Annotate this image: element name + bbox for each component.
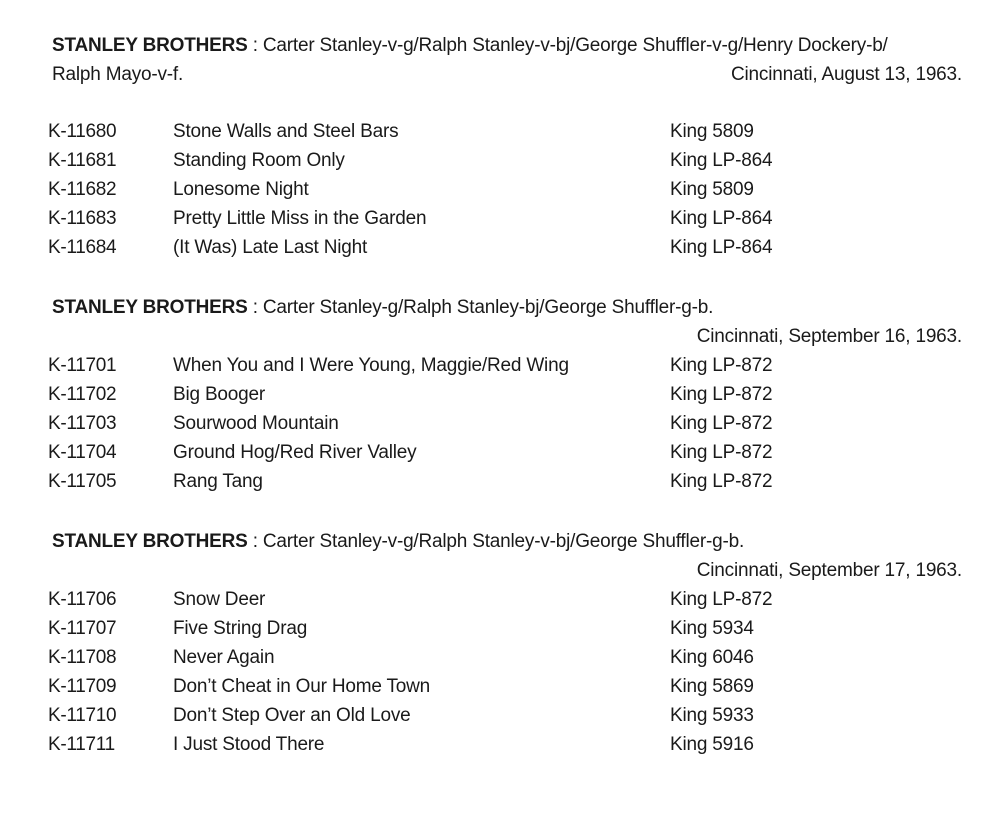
matrix-number: K-11708: [48, 647, 117, 668]
matrix-number: K-11709: [48, 676, 117, 697]
track-row: [0, 237, 1000, 266]
issue-number: King 5916: [670, 734, 754, 755]
track-row: [0, 121, 1000, 150]
matrix-number: K-11707: [48, 618, 117, 639]
issue-number: King LP-864: [670, 150, 773, 171]
group-name: STANLEY BROTHERS: [52, 531, 248, 552]
issue-number: King 5934: [670, 618, 754, 639]
track-row: [0, 471, 1000, 500]
issue-number: King LP-872: [670, 384, 773, 405]
track-row: [0, 734, 1000, 763]
track-row: [0, 589, 1000, 618]
matrix-number: K-11704: [48, 442, 117, 463]
issue-number: King 5869: [670, 676, 754, 697]
matrix-number: K-11711: [48, 734, 115, 755]
personnel: Carter Stanley-v-g/Ralph Stanley-v-bj/George Shuffler-g-b.: [262, 531, 745, 552]
song-title: Don’t Step Over an Old Love: [173, 705, 411, 726]
song-title: Ground Hog/Red River Valley: [173, 442, 417, 463]
matrix-number: K-11702: [48, 384, 117, 405]
place-date: Cincinnati, September 16, 1963.: [696, 326, 962, 347]
group-name: STANLEY BROTHERS: [52, 297, 248, 318]
separator: :: [247, 531, 263, 552]
song-title: Big Booger: [173, 384, 266, 405]
issue-number: King LP-872: [670, 471, 773, 492]
song-title: Standing Room Only: [173, 150, 345, 171]
track-row: [0, 150, 1000, 179]
song-title: When You and I Were Young, Maggie/Red Wing: [173, 355, 569, 376]
separator: :: [247, 297, 263, 318]
group-name: STANLEY BROTHERS: [52, 35, 248, 56]
issue-number: King 5809: [670, 179, 754, 200]
matrix-number: K-11710: [48, 705, 117, 726]
matrix-number: K-11684: [48, 237, 117, 258]
matrix-number: K-11701: [48, 355, 117, 376]
track-row: [0, 442, 1000, 471]
matrix-number: K-11682: [48, 179, 117, 200]
track-row: [0, 179, 1000, 208]
issue-number: King LP-864: [670, 208, 773, 229]
personnel-continued: Ralph Mayo-v-f.: [52, 64, 184, 85]
song-title: (It Was) Late Last Night: [173, 237, 368, 258]
personnel: Carter Stanley-v-g/Ralph Stanley-v-bj/George Shuffler-v-g/Henry Dockery-b/: [262, 35, 888, 56]
song-title: Pretty Little Miss in the Garden: [173, 208, 427, 229]
matrix-number: K-11706: [48, 589, 117, 610]
song-title: Rang Tang: [173, 471, 263, 492]
song-title: Don’t Cheat in Our Home Town: [173, 676, 431, 697]
matrix-number: K-11680: [48, 121, 117, 142]
song-title: Lonesome Night: [173, 179, 309, 200]
song-title: Stone Walls and Steel Bars: [173, 121, 399, 142]
song-title: Snow Deer: [173, 589, 266, 610]
track-row: [0, 384, 1000, 413]
song-title: Sourwood Mountain: [173, 413, 339, 434]
song-title: Five String Drag: [173, 618, 308, 639]
issue-number: King LP-864: [670, 237, 773, 258]
track-row: [0, 676, 1000, 705]
issue-number: King 6046: [670, 647, 754, 668]
place-date: Cincinnati, September 17, 1963.: [696, 560, 962, 581]
separator: :: [247, 35, 263, 56]
track-row: [0, 647, 1000, 676]
track-row: [0, 355, 1000, 384]
issue-number: King LP-872: [670, 355, 773, 376]
issue-number: King 5809: [670, 121, 754, 142]
issue-number: King LP-872: [670, 413, 773, 434]
personnel: Carter Stanley-g/Ralph Stanley-bj/George Shuffler-g-b.: [262, 297, 714, 318]
issue-number: King LP-872: [670, 589, 773, 610]
matrix-number: K-11681: [48, 150, 117, 171]
song-title: Never Again: [173, 647, 275, 668]
song-title: I Just Stood There: [173, 734, 325, 755]
matrix-number: K-11703: [48, 413, 117, 434]
track-row: [0, 413, 1000, 442]
track-row: [0, 618, 1000, 647]
place-date: Cincinnati, August 13, 1963.: [730, 64, 962, 85]
matrix-number: K-11683: [48, 208, 117, 229]
matrix-number: K-11705: [48, 471, 117, 492]
issue-number: King LP-872: [670, 442, 773, 463]
track-row: [0, 208, 1000, 237]
track-row: [0, 705, 1000, 734]
issue-number: King 5933: [670, 705, 754, 726]
